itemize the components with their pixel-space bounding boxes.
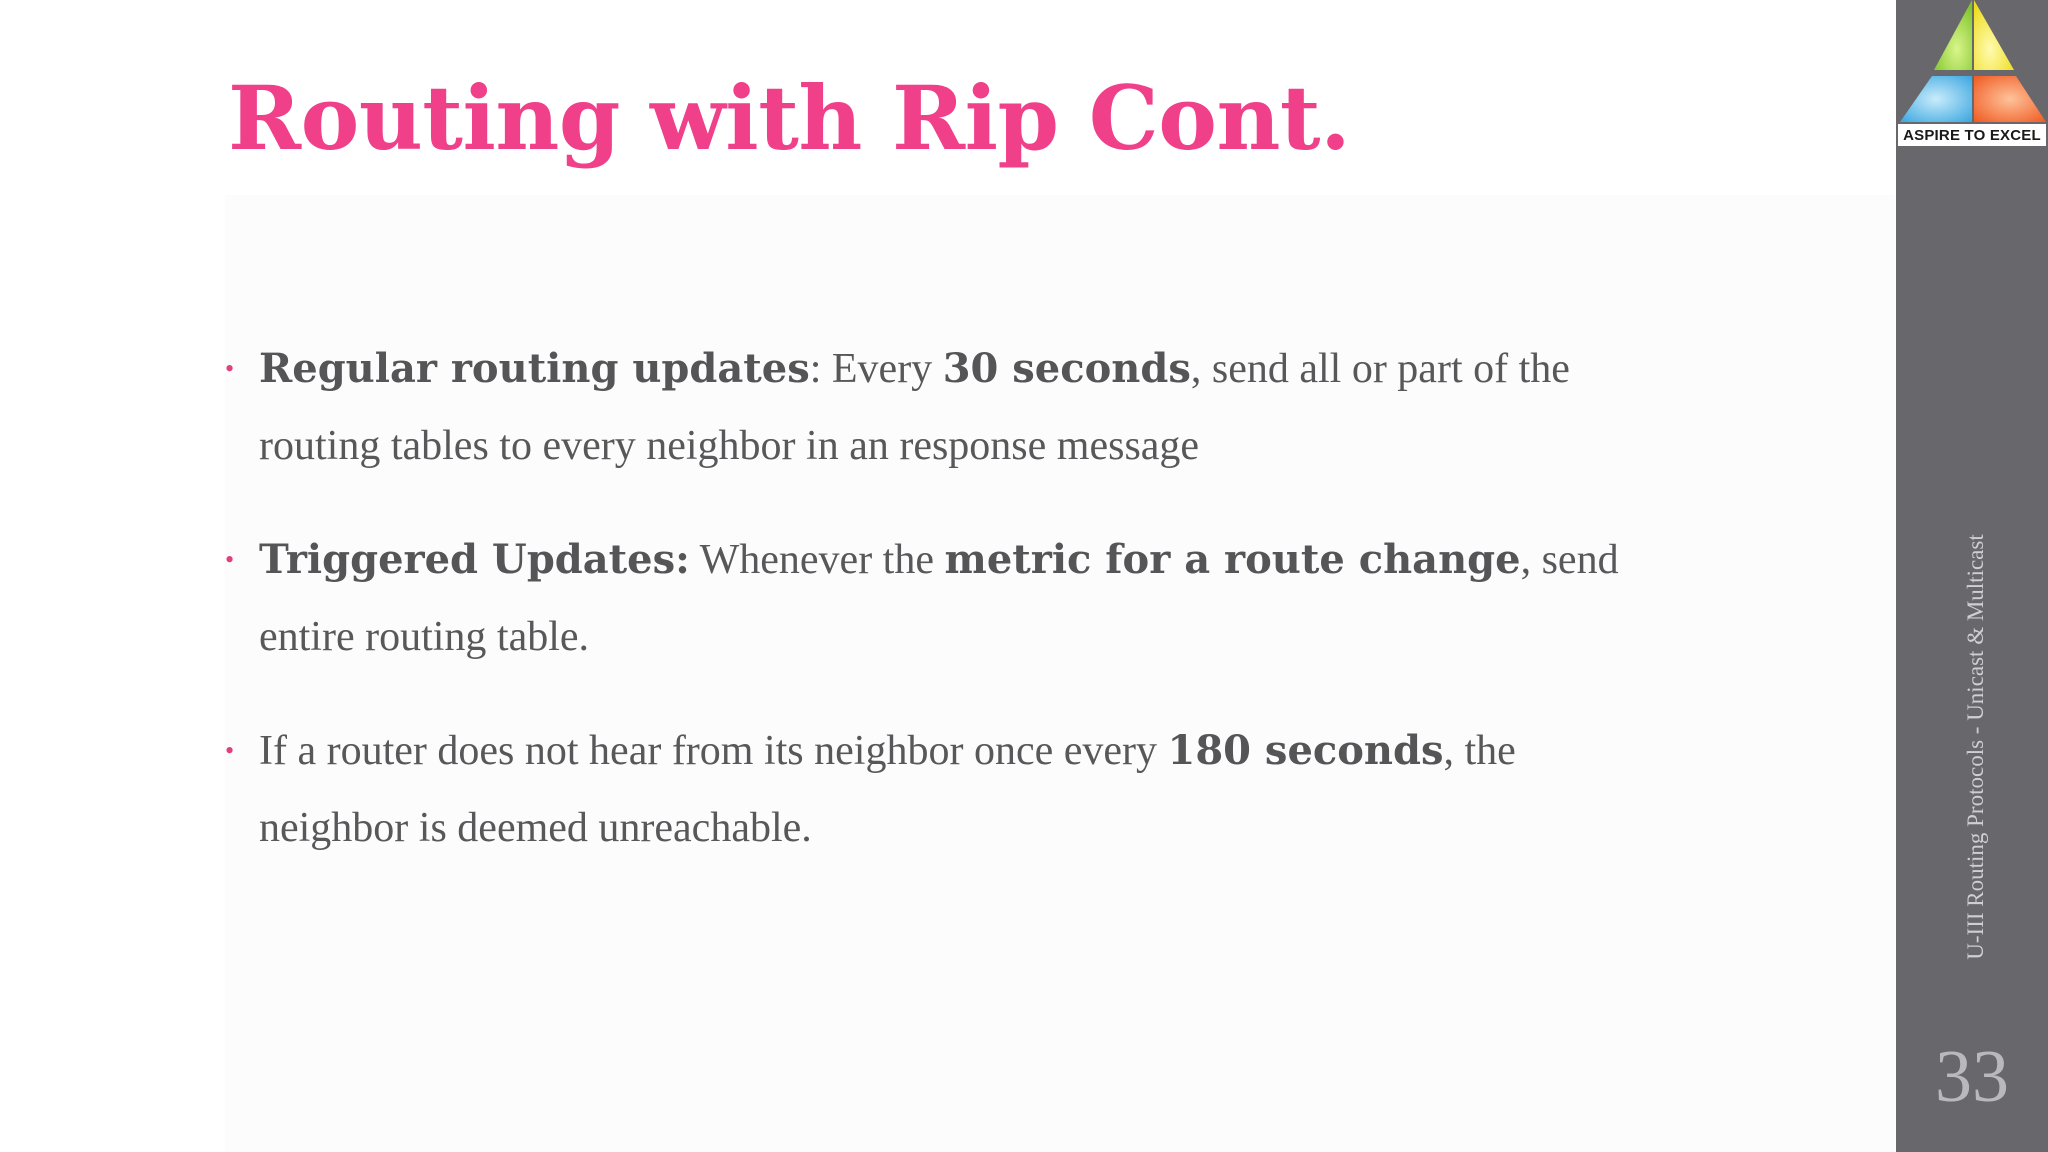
bullet-item [222, 330, 1642, 485]
footer-text: U-III Routing Protocols - Unicast & Multicast [1963, 534, 1988, 960]
bullet-item [222, 712, 1642, 867]
bullet-marker: • [225, 545, 235, 574]
bullet-text: : Every [809, 346, 943, 392]
bullet-text: , the neighbor is deemed unreachable. [259, 728, 1516, 851]
bullet-bold-text: 180 seconds [1167, 727, 1444, 774]
bullet-bold-text: Regular routing updates [259, 345, 810, 392]
bullet-bold-text: Triggered Updates: [259, 536, 690, 583]
logo-text: ASPIRE TO EXCEL [1903, 127, 2041, 144]
bullet-marker: • [225, 354, 235, 383]
slide-title: Routing with Rip Cont. [228, 66, 1351, 170]
bullet-marker: • [225, 736, 235, 765]
pyramid-logo-icon [1896, 0, 2048, 148]
bullet-bold-text: metric for a route change [944, 536, 1521, 583]
bullet-text: , send all or part of the routing tables to every neighbor in an response message [259, 346, 1570, 469]
bullet-text: Whenever the [689, 537, 945, 583]
bullet-text: If a router does not hear from its neighbor once every [259, 728, 1168, 774]
bullet-list [222, 330, 1642, 903]
bullet-item [222, 521, 1642, 676]
bullet-bold-text: 30 seconds [942, 345, 1191, 392]
page-number: 33 [1935, 1036, 2009, 1118]
bullet-text: , send entire routing table. [259, 537, 1619, 660]
